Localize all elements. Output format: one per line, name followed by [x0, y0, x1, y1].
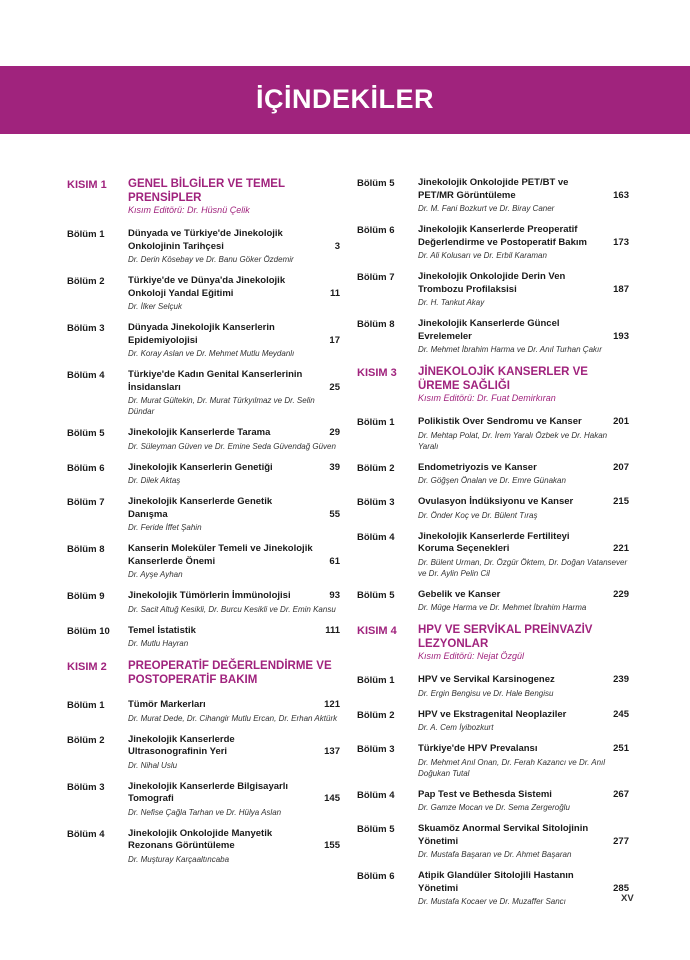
entry-body — [418, 416, 629, 452]
chapter-authors: Dr. Ali Kolusarı ve Dr. Erbil Karaman — [418, 251, 547, 260]
toc-entry — [357, 177, 629, 214]
toc-entry — [357, 589, 629, 614]
entry-body — [128, 427, 340, 452]
entry-body — [128, 496, 340, 533]
entry-title-row — [418, 318, 629, 343]
chapter-page-number: 221 — [613, 543, 629, 554]
chapter-title: Jinekolojik Onkolojide Derin Ven Trombozu Profilaksisi — [418, 271, 566, 295]
part-editor: Kısım Editörü: Nejat Özgül — [418, 651, 525, 661]
chapter-label: Bölüm 3 — [357, 744, 395, 755]
entry-title-row — [418, 870, 629, 895]
chapter-label: Bölüm 4 — [67, 828, 105, 840]
page-number: XV — [621, 893, 634, 904]
chapter-page-number: 285 — [613, 882, 629, 894]
chapter-title: Jinekolojik Kanserlerde Güncel Evrelemeler — [418, 318, 560, 342]
chapter-label: Bölüm 6 — [357, 871, 395, 882]
chapter-page-number: 17 — [329, 334, 340, 346]
chapter-page-number: 93 — [329, 590, 340, 601]
chapter-page-number: 173 — [613, 236, 629, 248]
entry-title-row — [128, 496, 340, 521]
part-body — [128, 177, 340, 216]
chapter-authors: Dr. H. Tankut Akay — [418, 298, 485, 307]
toc-entry — [357, 496, 629, 521]
toc-entry — [357, 416, 629, 452]
chapter-page-number: 111 — [325, 624, 340, 636]
chapter-label: Bölüm 7 — [357, 272, 395, 283]
chapter-label: Bölüm 10 — [67, 625, 110, 637]
chapter-page-number: 207 — [613, 461, 629, 473]
toc-entry — [67, 427, 340, 452]
chapter-label: Bölüm 5 — [67, 428, 105, 439]
toc-entry — [357, 870, 629, 907]
chapter-label: Bölüm 5 — [357, 589, 395, 601]
entry-body — [128, 699, 340, 724]
toc-entry — [67, 625, 340, 650]
chapter-authors: Dr. Mehtap Polat, Dr. İrem Yaralı Özbek ve Dr. Hakan Yaralı — [418, 430, 608, 451]
entry-title-row — [418, 674, 629, 687]
toc-entry — [357, 789, 629, 814]
header-banner — [0, 66, 690, 134]
entry-body — [418, 177, 629, 214]
entry-body — [128, 828, 340, 865]
chapter-title: HPV ve Ekstragenital Neoplaziler — [418, 708, 567, 720]
toc-entry — [67, 322, 340, 359]
part-label: KISIM 2 — [67, 661, 107, 673]
chapter-label: Bölüm 2 — [357, 709, 395, 721]
chapter-label: Bölüm 1 — [67, 700, 105, 711]
chapter-authors: Dr. Muşturay Karçaaltıncaba — [128, 854, 230, 864]
entry-body — [128, 369, 340, 417]
entry-body — [418, 531, 629, 579]
chapter-label: Bölüm 3 — [357, 497, 395, 508]
chapter-label: Bölüm 9 — [67, 591, 105, 602]
chapter-page-number: 267 — [613, 788, 629, 800]
chapter-page-number: 251 — [613, 743, 629, 754]
chapter-page-number: 61 — [329, 555, 340, 567]
part-editor: Kısım Editörü: Dr. Fuat Demirkıran — [418, 393, 556, 403]
part-editor: Kısım Editörü: Dr. Hüsnü Çelik — [128, 205, 250, 215]
entry-title-row — [128, 625, 340, 638]
chapter-page-number: 201 — [613, 416, 629, 427]
entry-body — [418, 589, 629, 614]
entry-body — [128, 590, 340, 615]
toc-entry — [357, 271, 629, 308]
chapter-title: Jinekolojik Kanserlerin Genetiği — [128, 461, 273, 473]
entry-body — [128, 625, 340, 650]
toc-entry — [67, 590, 340, 615]
chapter-title: Tümör Markerları — [128, 699, 206, 710]
chapter-label: Bölüm 8 — [357, 319, 395, 330]
toc-entry — [67, 734, 340, 771]
chapter-authors: Dr. M. Fani Bozkurt ve Dr. Biray Caner — [418, 204, 555, 213]
entry-body — [418, 789, 629, 814]
chapter-authors: Dr. A. Cem İyibozkurt — [418, 723, 494, 732]
part-title: HPV VE SERVİKAL PREİNVAZİV LEZYONLAR — [418, 624, 593, 650]
toc-entry — [67, 228, 340, 265]
chapter-page-number: 3 — [334, 240, 340, 252]
chapter-label: Bölüm 4 — [357, 789, 395, 801]
chapter-title: HPV ve Servikal Karsinogenez — [418, 674, 555, 685]
toc-part-heading — [357, 365, 629, 404]
entry-body — [128, 275, 340, 312]
entry-title-row — [418, 709, 629, 722]
chapter-authors: Dr. Sacit Altuğ Kesikli, Dr. Burcu Kesikli ve Dr. Emin Kansu — [128, 604, 336, 614]
entry-title-row — [418, 589, 629, 602]
chapter-authors: Dr. Mehmet İbrahim Harma ve Dr. Anıl Turhan Çakır — [418, 345, 602, 354]
part-title: PREOPERATİF DEĞERLENDİRME VE POSTOPERATİF BAKIM — [128, 660, 332, 686]
entry-body — [418, 271, 629, 308]
part-title: GENEL BİLGİLER VE TEMEL PRENSİPLER — [128, 178, 285, 204]
chapter-authors: Dr. Murat Gültekin, Dr. Murat Türkyılmaz ve Dr. Selin Dündar — [128, 396, 315, 416]
chapter-label: Bölüm 1 — [357, 417, 395, 428]
chapter-label: Bölüm 1 — [67, 229, 105, 240]
entry-body — [418, 743, 629, 779]
chapter-page-number: 187 — [613, 283, 629, 295]
toc-entry — [67, 543, 340, 580]
chapter-page-number: 215 — [613, 496, 629, 507]
toc-entry — [67, 699, 340, 724]
chapter-title: Türkiye'de Kadın Genital Kanserlerinin İnsidansları — [128, 369, 303, 393]
chapter-page-number: 137 — [324, 746, 340, 757]
chapter-label: Bölüm 4 — [67, 370, 105, 381]
entry-body — [418, 674, 629, 699]
chapter-label: Bölüm 1 — [357, 675, 395, 686]
entry-title-row — [128, 734, 340, 759]
chapter-title: Skuamöz Anormal Servikal Sitolojinin Yönetimi — [418, 823, 589, 847]
chapter-authors: Dr. İlker Selçuk — [128, 302, 182, 311]
chapter-title: Türkiye'de ve Dünya'da Jinekolojik Onkoloji Yandal Eğitimi — [128, 275, 286, 299]
chapter-authors: Dr. Göğşen Önalan ve Dr. Emre Günakan — [418, 476, 566, 485]
toc-entry — [357, 674, 629, 699]
part-body — [418, 623, 629, 662]
toc-entry — [67, 369, 340, 417]
chapter-title: Jinekolojik Kanserlerde Bilgisayarlı Tomografi — [128, 780, 288, 804]
chapter-title: Jinekolojik Kanserlerde Preoperatif Değerlendirme ve Postoperatif Bakım — [418, 224, 587, 248]
chapter-title: Gebelik ve Kanser — [418, 588, 501, 600]
entry-title-row — [418, 531, 629, 556]
chapter-label: Bölüm 7 — [67, 497, 105, 508]
chapter-authors: Dr. Nefise Çağla Tarhan ve Dr. Hülya Aslan — [128, 807, 282, 817]
toc-entry — [67, 462, 340, 487]
entry-title-row — [128, 369, 340, 394]
chapter-title: Jinekolojik Kanserlerde Fertiliteyi Koruma Seçenekleri — [418, 530, 570, 554]
entry-title-row — [128, 322, 340, 347]
toc-part-heading — [67, 177, 340, 216]
entry-title-row — [418, 743, 629, 756]
entry-title-row — [418, 224, 629, 249]
chapter-page-number: 229 — [613, 588, 629, 600]
entry-title-row — [128, 781, 340, 806]
entry-title-row — [418, 416, 629, 429]
chapter-authors: Dr. Koray Aslan ve Dr. Mehmet Mutlu Meydanlı — [128, 349, 295, 358]
chapter-authors: Dr. Dilek Aktaş — [128, 476, 181, 485]
part-title: JİNEKOLOJİK KANSERLER VE ÜREME SAĞLIĞI — [418, 366, 588, 392]
entry-body — [418, 224, 629, 261]
chapter-page-number: 239 — [613, 674, 629, 685]
chapter-page-number: 55 — [329, 508, 340, 520]
chapter-page-number: 29 — [329, 427, 340, 438]
chapter-label: Bölüm 4 — [357, 531, 395, 543]
toc-left-column — [67, 177, 340, 875]
toc-entry — [357, 709, 629, 734]
chapter-authors: Dr. Mehmet Anıl Onan, Dr. Ferah Kazancı ve Dr. Anıl Doğukan Tutal — [418, 757, 606, 778]
entry-title-row — [128, 275, 340, 300]
chapter-label: Bölüm 6 — [357, 225, 395, 236]
chapter-page-number: 277 — [613, 835, 629, 847]
chapter-authors: Dr. Feride İffet Şahin — [128, 523, 202, 532]
entry-title-row — [418, 271, 629, 296]
chapter-title: Jinekolojik Tümörlerin İmmünolojisi — [128, 590, 291, 601]
part-body — [418, 365, 629, 404]
chapter-title: Jinekolojik Onkolojide PET/BT ve PET/MR Görüntüleme — [418, 177, 569, 201]
entry-body — [418, 496, 629, 521]
chapter-title: Atipik Glandüler Sitolojili Hastanın Yönetimi — [418, 870, 574, 894]
entry-body — [418, 823, 629, 860]
entry-body — [418, 318, 629, 355]
chapter-authors: Dr. Önder Koç ve Dr. Bülent Tıraş — [418, 510, 538, 520]
chapter-authors: Dr. Derin Kösebay ve Dr. Banu Göker Özdemir — [128, 255, 294, 264]
chapter-title: Ovulasyon İndüksiyonu ve Kanser — [418, 496, 574, 507]
toc-entry — [67, 275, 340, 312]
chapter-title: Jinekolojik Kanserlerde Tarama — [128, 427, 271, 438]
toc-part-heading — [357, 623, 629, 662]
chapter-page-number: 11 — [329, 287, 340, 299]
entry-title-row — [418, 823, 629, 848]
chapter-authors: Dr. Mustafa Başaran ve Dr. Ahmet Başaran — [418, 850, 572, 859]
entry-body — [128, 543, 340, 580]
chapter-title: Endometriyozis ve Kanser — [418, 461, 537, 473]
entry-title-row — [128, 828, 340, 853]
chapter-page-number: 145 — [324, 793, 340, 804]
entry-body — [128, 462, 340, 487]
toc-entry — [67, 496, 340, 533]
chapter-title: Dünyada Jinekolojik Kanserlerin Epidemiyolojisi — [128, 322, 275, 346]
entry-title-row — [418, 177, 629, 202]
chapter-authors: Dr. Mutlu Hayran — [128, 639, 189, 648]
entry-body — [128, 734, 340, 771]
entry-title-row — [418, 462, 629, 475]
chapter-page-number: 25 — [329, 381, 340, 393]
chapter-title: Dünyada ve Türkiye'de Jinekolojik Onkolojinin Tarihçesi — [128, 228, 283, 252]
chapter-authors: Dr. Nihal Uslu — [128, 760, 178, 770]
chapter-label: Bölüm 6 — [67, 462, 105, 474]
chapter-authors: Dr. Mustafa Kocaer ve Dr. Muzaffer Sancı — [418, 897, 566, 906]
chapter-title: Jinekolojik Kanserlerde Genetik Danışma — [128, 496, 273, 520]
chapter-label: Bölüm 3 — [67, 781, 105, 793]
entry-body — [128, 322, 340, 359]
toc-entry — [67, 781, 340, 818]
chapter-authors: Dr. Süleyman Güven ve Dr. Emine Seda Güvendağ Güven — [128, 441, 336, 451]
entry-body — [128, 781, 340, 818]
chapter-label: Bölüm 2 — [67, 276, 105, 287]
entry-body — [418, 462, 629, 487]
toc-right-column — [357, 177, 629, 917]
toc-entry — [357, 318, 629, 355]
chapter-title: Kanserin Moleküler Temeli ve Jinekolojik Kanserlerde Önemi — [128, 543, 313, 567]
entry-title-row — [128, 543, 340, 568]
chapter-title: Jinekolojik Onkolojide Manyetik Rezonans Görüntüleme — [128, 827, 273, 851]
toc-part-heading — [67, 659, 340, 687]
chapter-title: Türkiye'de HPV Prevalansı — [418, 743, 538, 754]
chapter-label: Bölüm 2 — [357, 462, 395, 474]
chapter-authors: Dr. Ayşe Ayhan — [128, 570, 183, 579]
entry-body — [128, 228, 340, 265]
chapter-title: Polikistik Over Sendromu ve Kanser — [418, 416, 582, 427]
chapter-page-number: 193 — [613, 330, 629, 342]
chapter-page-number: 155 — [324, 840, 340, 851]
chapter-title: Temel İstatistik — [128, 624, 196, 636]
toc-entry — [357, 531, 629, 579]
entry-title-row — [128, 590, 340, 603]
part-body — [128, 659, 340, 687]
part-label: KISIM 4 — [357, 625, 397, 637]
entry-title-row — [128, 699, 340, 712]
chapter-label: Bölüm 5 — [357, 824, 395, 835]
chapter-authors: Dr. Murat Dede, Dr. Cihangir Mutlu Ercan, Dr. Erhan Aktürk — [128, 713, 338, 723]
entry-title-row — [418, 789, 629, 802]
entry-body — [418, 870, 629, 907]
chapter-authors: Dr. Ergin Bengisu ve Dr. Hale Bengisu — [418, 688, 554, 698]
chapter-title: Pap Test ve Bethesda Sistemi — [418, 788, 552, 800]
entry-title-row — [418, 496, 629, 509]
chapter-authors: Dr. Bülent Urman, Dr. Özgür Öktem, Dr. Doğan Vatansever ve Dr. Aylin Pelin Cil — [418, 557, 628, 578]
toc-entry — [357, 224, 629, 261]
chapter-label: Bölüm 3 — [67, 323, 105, 334]
chapter-label: Bölüm 2 — [67, 734, 105, 746]
chapter-authors: Dr. Gamze Mocan ve Dr. Sema Zergeroğlu — [418, 803, 570, 812]
chapter-label: Bölüm 5 — [357, 178, 395, 189]
chapter-page-number: 121 — [324, 699, 340, 710]
entry-title-row — [128, 427, 340, 440]
toc-entry — [67, 828, 340, 865]
part-label: KISIM 1 — [67, 179, 107, 191]
toc-entry — [357, 823, 629, 860]
page-title: İÇİNDEKİLER — [255, 84, 434, 114]
toc-entry — [357, 462, 629, 487]
chapter-authors: Dr. Müge Harma ve Dr. Mehmet İbrahim Harma — [418, 603, 587, 612]
entry-title-row — [128, 228, 340, 253]
chapter-page-number: 245 — [613, 708, 629, 720]
toc-entry — [357, 743, 629, 779]
chapter-page-number: 39 — [329, 461, 340, 473]
chapter-label: Bölüm 8 — [67, 544, 105, 555]
chapter-page-number: 163 — [613, 189, 629, 201]
part-label: KISIM 3 — [357, 367, 397, 379]
chapter-title: Jinekolojik Kanserlerde Ultrasonografinin Yeri — [128, 733, 235, 757]
entry-body — [418, 709, 629, 734]
entry-title-row — [128, 462, 340, 475]
